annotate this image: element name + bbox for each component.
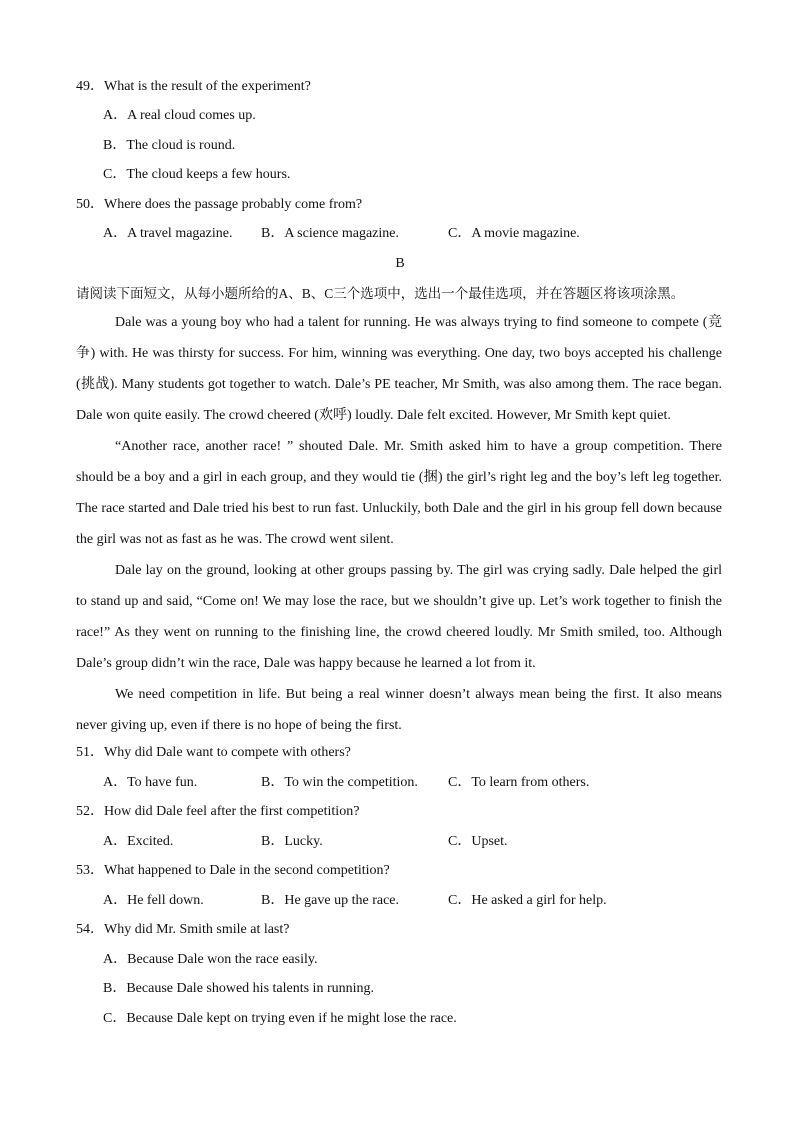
q49-option-c: C．The cloud keeps a few hours. <box>103 167 291 182</box>
q51-option-a: A．To have fun. <box>103 775 198 790</box>
q50-options <box>0 225 800 243</box>
q54-option-a: A．Because Dale won the race easily. <box>103 952 318 967</box>
section-instruction: 请阅读下面短文，从每小题所给的A、B、C三个选项中，选出一个最佳选项，并在答题区将该项涂黑。 <box>76 286 685 301</box>
q50-option-c: C．A movie magazine. <box>448 226 580 241</box>
q50-option-b: B．A science magazine. <box>261 226 400 241</box>
question-53: 53．What happened to Dale in the second competition? <box>76 863 390 878</box>
question-49: 49．What is the result of the experiment? <box>76 79 311 94</box>
q53-option-c: C．He asked a girl for help. <box>448 893 607 908</box>
q49-option-a: A．A real cloud comes up. <box>103 108 256 123</box>
q54-option-c: C．Because Dale kept on trying even if he might lose the race. <box>103 1011 457 1026</box>
q51-option-b: B．To win the competition. <box>261 775 418 790</box>
passage-paragraph-1: Dale was a young boy who had a talent for running. He was always trying to find someone to compete (竞争) with. He was thirsty for success. For him, winning was everything. One day, two boys accepted his challenge (挑战). Many students got together to watch. Dale’s PE teacher, Mr Smith, was also among them. The race began. Dale won quite easily. The crowd cheered (欢呼) loudly. Dale felt excited. However, Mr Smith kept quiet. <box>76 315 722 423</box>
question-50: 50．Where does the passage probably come from? <box>76 197 363 212</box>
q53-option-a: A．He fell down. <box>103 893 204 908</box>
q49-option-b: B．The cloud is round. <box>103 138 236 153</box>
passage-paragraph-2: “Another race, another race! ” shouted Dale. Mr. Smith asked him to have a group competition. There should be a boy and a girl in each group, and they would tie (捆) the girl’s right leg and the boy’s left leg together. The race started and Dale tried his best to run fast. Unluckily, both Dale and the girl in his group fell down because the girl was not as fast as he was. The crowd went silent. <box>76 439 722 547</box>
section-label: B <box>395 256 405 271</box>
q54-option-b: B．Because Dale showed his talents in running. <box>103 981 375 996</box>
q53-option-b: B．He gave up the race. <box>261 893 399 908</box>
q50-option-a: A．A travel magazine. <box>103 226 233 241</box>
q52-option-b: B．Lucky. <box>261 834 323 849</box>
q53-options <box>0 892 800 910</box>
question-51: 51．Why did Dale want to compete with others? <box>76 745 351 760</box>
question-52: 52．How did Dale feel after the first competition? <box>76 804 360 819</box>
q52-option-a: A．Excited. <box>103 834 174 849</box>
question-54: 54．Why did Mr. Smith smile at last? <box>76 922 290 937</box>
q52-option-c: C．Upset. <box>448 834 508 849</box>
passage-paragraph-4: We need competition in life. But being a real winner doesn’t always mean being the first. It also means never giving up, even if there is no hope of being the first. <box>76 687 722 733</box>
q52-options <box>0 833 800 851</box>
passage-paragraph-3: Dale lay on the ground, looking at other groups passing by. The girl was crying sadly. Dale helped the girl to stand up and said, “Come on! We may lose the race, but we shouldn’t give up. Let’s work together to finish the race!” As they went on running to the finishing line, the crowd cheered loudly. Mr Smith smiled, too. Although Dale’s group didn’t win the race, Dale was happy because he learned a lot from it. <box>76 563 722 671</box>
q51-options <box>0 774 800 792</box>
q51-option-c: C．To learn from others. <box>448 775 590 790</box>
